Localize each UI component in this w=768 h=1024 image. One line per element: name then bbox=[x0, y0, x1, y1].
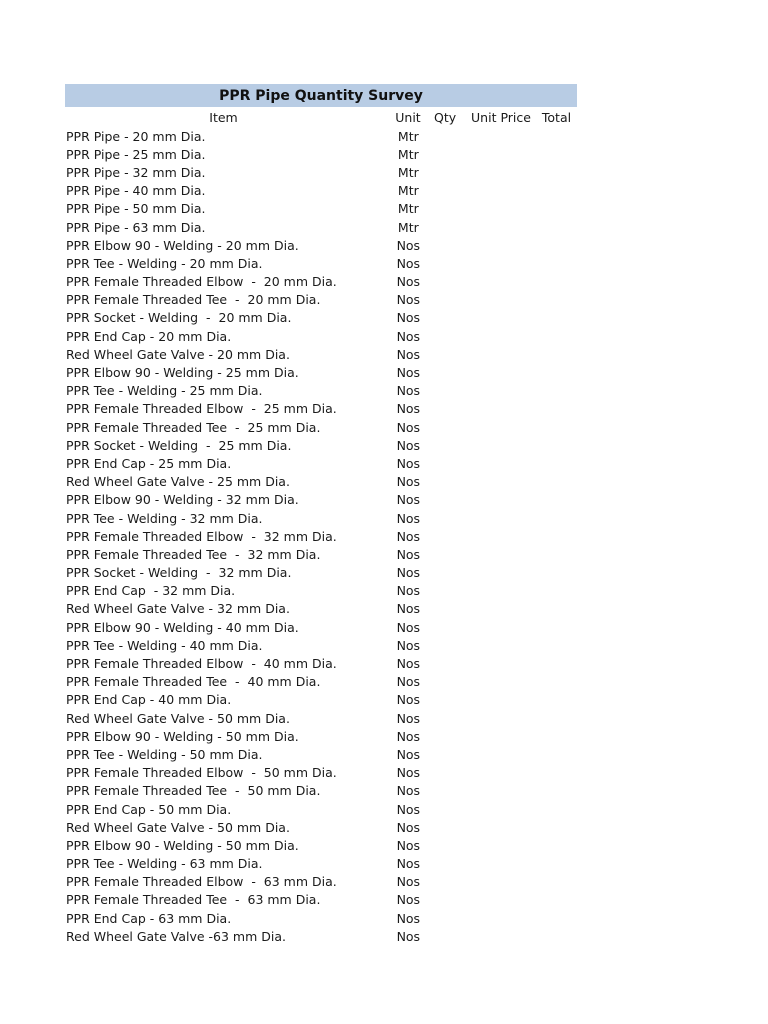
table-row bbox=[65, 454, 577, 472]
unit-cell: Nos bbox=[396, 692, 421, 708]
table-row bbox=[65, 545, 577, 563]
unit-cell: Nos bbox=[396, 674, 421, 690]
table-row bbox=[65, 382, 577, 400]
item-cell: PPR Female Threaded Elbow - 63 mm Dia. bbox=[66, 874, 337, 890]
unit-cell: Nos bbox=[396, 783, 421, 799]
header-unit: Unit bbox=[395, 109, 421, 125]
unit-cell: Nos bbox=[396, 928, 421, 944]
table-row bbox=[65, 727, 577, 745]
unit-cell: Nos bbox=[396, 455, 421, 471]
table-row bbox=[65, 236, 577, 254]
unit-cell: Nos bbox=[396, 401, 421, 417]
unit-cell: Nos bbox=[396, 656, 421, 672]
header-qty: Qty bbox=[434, 109, 457, 125]
item-cell: PPR Female Threaded Tee - 40 mm Dia. bbox=[66, 674, 321, 690]
unit-cell: Nos bbox=[396, 292, 421, 308]
header-total: Total bbox=[541, 109, 572, 125]
table-row bbox=[65, 909, 577, 927]
quantity-survey-sheet bbox=[65, 84, 577, 945]
item-cell: PPR Pipe - 25 mm Dia. bbox=[66, 146, 206, 162]
unit-cell: Nos bbox=[396, 237, 421, 253]
table-row bbox=[65, 363, 577, 381]
item-cell: PPR Elbow 90 - Welding - 50 mm Dia. bbox=[66, 837, 299, 853]
table-row bbox=[65, 491, 577, 509]
table-row bbox=[65, 291, 577, 309]
table-row bbox=[65, 636, 577, 654]
item-cell: PPR Female Threaded Elbow - 40 mm Dia. bbox=[66, 656, 337, 672]
item-cell: PPR Female Threaded Elbow - 32 mm Dia. bbox=[66, 528, 337, 544]
table-row bbox=[65, 436, 577, 454]
table-row bbox=[65, 309, 577, 327]
unit-cell: Nos bbox=[396, 365, 421, 381]
unit-cell: Nos bbox=[396, 583, 421, 599]
table-row bbox=[65, 618, 577, 636]
unit-cell: Mtr bbox=[397, 183, 419, 199]
table-row bbox=[65, 818, 577, 836]
item-cell: PPR Elbow 90 - Welding - 25 mm Dia. bbox=[66, 365, 299, 381]
item-cell: PPR Elbow 90 - Welding - 20 mm Dia. bbox=[66, 237, 299, 253]
item-cell: PPR Female Threaded Elbow - 20 mm Dia. bbox=[66, 274, 337, 290]
item-cell: PPR Female Threaded Tee - 32 mm Dia. bbox=[66, 546, 321, 562]
table-row bbox=[65, 327, 577, 345]
item-cell: Red Wheel Gate Valve - 32 mm Dia. bbox=[66, 601, 290, 617]
table-row bbox=[65, 200, 577, 218]
unit-cell: Mtr bbox=[397, 146, 419, 162]
table-row bbox=[65, 564, 577, 582]
unit-cell: Nos bbox=[396, 637, 421, 653]
item-cell: PPR Socket - Welding - 20 mm Dia. bbox=[66, 310, 292, 326]
item-cell: PPR Female Threaded Tee - 50 mm Dia. bbox=[66, 783, 321, 799]
table-row bbox=[65, 345, 577, 363]
unit-cell: Nos bbox=[396, 474, 421, 490]
table-row bbox=[65, 473, 577, 491]
unit-cell: Nos bbox=[396, 765, 421, 781]
unit-cell: Nos bbox=[396, 274, 421, 290]
table-row bbox=[65, 782, 577, 800]
item-cell: PPR Female Threaded Elbow - 25 mm Dia. bbox=[66, 401, 337, 417]
unit-cell: Mtr bbox=[397, 128, 419, 144]
item-cell: PPR End Cap - 40 mm Dia. bbox=[66, 692, 232, 708]
header-item: Item bbox=[209, 109, 238, 125]
item-cell: PPR Socket - Welding - 32 mm Dia. bbox=[66, 565, 292, 581]
table-row bbox=[65, 527, 577, 545]
unit-cell: Nos bbox=[396, 856, 421, 872]
unit-cell: Nos bbox=[396, 837, 421, 853]
item-cell: PPR Elbow 90 - Welding - 50 mm Dia. bbox=[66, 728, 299, 744]
unit-cell: Mtr bbox=[397, 164, 419, 180]
item-cell: PPR Female Threaded Elbow - 50 mm Dia. bbox=[66, 765, 337, 781]
table-row bbox=[65, 254, 577, 272]
unit-cell: Nos bbox=[396, 910, 421, 926]
survey-title: PPR Pipe Quantity Survey bbox=[65, 84, 577, 107]
item-cell: Red Wheel Gate Valve - 50 mm Dia. bbox=[66, 710, 290, 726]
item-cell: PPR Tee - Welding - 25 mm Dia. bbox=[66, 383, 263, 399]
unit-cell: Nos bbox=[396, 619, 421, 635]
header-unit-price: Unit Price bbox=[471, 109, 531, 125]
unit-cell: Nos bbox=[396, 328, 421, 344]
unit-cell: Nos bbox=[396, 710, 421, 726]
item-cell: PPR End Cap - 20 mm Dia. bbox=[66, 328, 232, 344]
unit-cell: Nos bbox=[396, 819, 421, 835]
item-cell: PPR End Cap - 63 mm Dia. bbox=[66, 910, 232, 926]
item-cell: PPR Female Threaded Tee - 25 mm Dia. bbox=[66, 419, 321, 435]
unit-cell: Mtr bbox=[397, 219, 419, 235]
unit-cell: Nos bbox=[396, 255, 421, 271]
item-cell: PPR Female Threaded Tee - 20 mm Dia. bbox=[66, 292, 321, 308]
item-cell: PPR Tee - Welding - 40 mm Dia. bbox=[66, 637, 263, 653]
table-row bbox=[65, 873, 577, 891]
table-row bbox=[65, 582, 577, 600]
unit-cell: Nos bbox=[396, 510, 421, 526]
item-cell: PPR Pipe - 40 mm Dia. bbox=[66, 183, 206, 199]
item-cell: PPR Tee - Welding - 32 mm Dia. bbox=[66, 510, 263, 526]
unit-cell: Nos bbox=[396, 801, 421, 817]
unit-cell: Nos bbox=[396, 419, 421, 435]
table-row bbox=[65, 218, 577, 236]
table-row bbox=[65, 800, 577, 818]
item-cell: PPR Female Threaded Tee - 63 mm Dia. bbox=[66, 892, 321, 908]
unit-cell: Nos bbox=[396, 746, 421, 762]
unit-cell: Nos bbox=[396, 528, 421, 544]
table-row bbox=[65, 182, 577, 200]
unit-cell: Nos bbox=[396, 492, 421, 508]
unit-cell: Nos bbox=[396, 310, 421, 326]
item-cell: Red Wheel Gate Valve - 20 mm Dia. bbox=[66, 346, 290, 362]
table-row bbox=[65, 509, 577, 527]
unit-cell: Nos bbox=[396, 383, 421, 399]
item-cell: Red Wheel Gate Valve - 50 mm Dia. bbox=[66, 819, 290, 835]
table-row bbox=[65, 855, 577, 873]
item-cell: PPR Pipe - 50 mm Dia. bbox=[66, 201, 206, 217]
item-cell: PPR Elbow 90 - Welding - 32 mm Dia. bbox=[66, 492, 299, 508]
unit-cell: Nos bbox=[396, 728, 421, 744]
unit-cell: Nos bbox=[396, 437, 421, 453]
unit-cell: Nos bbox=[396, 546, 421, 562]
table-row bbox=[65, 673, 577, 691]
unit-cell: Nos bbox=[396, 601, 421, 617]
table-row bbox=[65, 273, 577, 291]
unit-cell: Nos bbox=[396, 874, 421, 890]
table-row bbox=[65, 891, 577, 909]
table-row bbox=[65, 654, 577, 672]
unit-cell: Nos bbox=[396, 892, 421, 908]
table-row bbox=[65, 145, 577, 163]
unit-cell: Mtr bbox=[397, 201, 419, 217]
item-cell: Red Wheel Gate Valve - 25 mm Dia. bbox=[66, 474, 290, 490]
table-row bbox=[65, 127, 577, 145]
item-cell: PPR Tee - Welding - 63 mm Dia. bbox=[66, 856, 263, 872]
table-row bbox=[65, 418, 577, 436]
item-cell: PPR Pipe - 32 mm Dia. bbox=[66, 164, 206, 180]
item-cell: PPR Pipe - 20 mm Dia. bbox=[66, 128, 206, 144]
item-cell: PPR End Cap - 50 mm Dia. bbox=[66, 801, 232, 817]
table-row bbox=[65, 691, 577, 709]
item-cell: PPR End Cap - 32 mm Dia. bbox=[66, 583, 236, 599]
item-cell: PPR Tee - Welding - 50 mm Dia. bbox=[66, 746, 263, 762]
unit-cell: Nos bbox=[396, 346, 421, 362]
item-cell: PPR Elbow 90 - Welding - 40 mm Dia. bbox=[66, 619, 299, 635]
item-cell: PPR Pipe - 63 mm Dia. bbox=[66, 219, 206, 235]
table-row bbox=[65, 745, 577, 763]
column-header-row bbox=[65, 107, 577, 127]
survey-rows bbox=[65, 127, 577, 945]
table-row bbox=[65, 163, 577, 181]
item-cell: PPR Socket - Welding - 25 mm Dia. bbox=[66, 437, 292, 453]
unit-cell: Nos bbox=[396, 565, 421, 581]
item-cell: PPR End Cap - 25 mm Dia. bbox=[66, 455, 232, 471]
table-row bbox=[65, 927, 577, 945]
table-row bbox=[65, 709, 577, 727]
table-row bbox=[65, 400, 577, 418]
item-cell: PPR Tee - Welding - 20 mm Dia. bbox=[66, 255, 263, 271]
item-cell: Red Wheel Gate Valve -63 mm Dia. bbox=[66, 928, 286, 944]
table-row bbox=[65, 764, 577, 782]
table-row bbox=[65, 836, 577, 854]
table-row bbox=[65, 600, 577, 618]
